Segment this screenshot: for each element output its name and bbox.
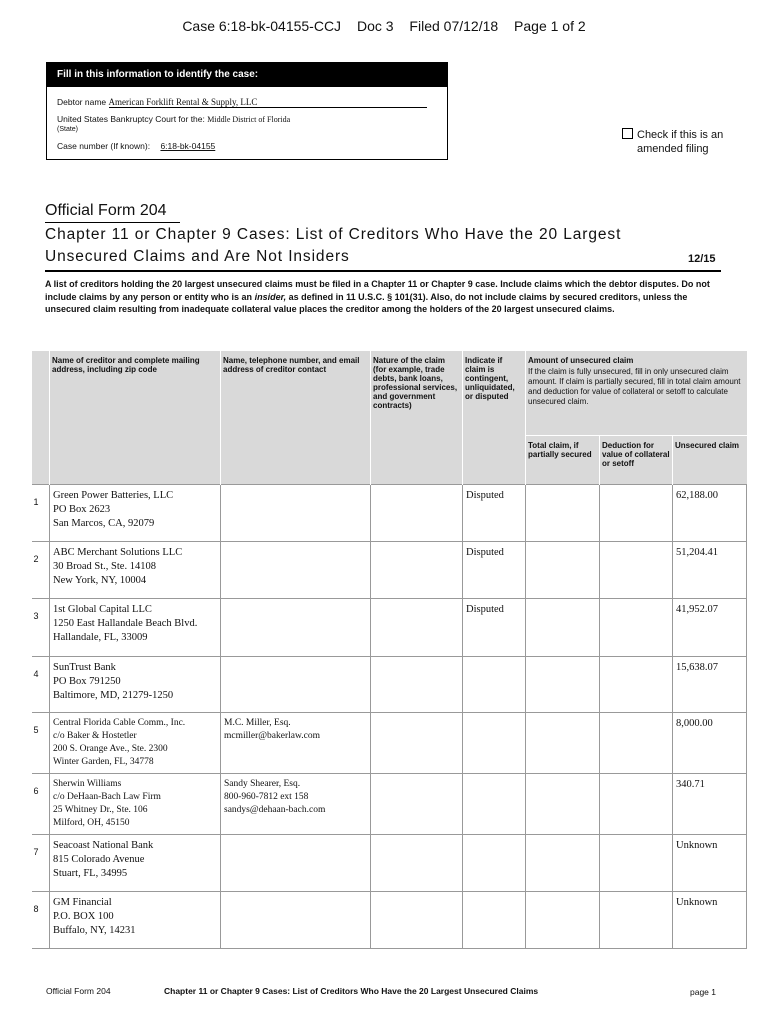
- unsecured-claim-cell: 15,638.07: [673, 657, 747, 713]
- deduction-cell: [600, 485, 673, 542]
- header-num-col: [32, 351, 50, 485]
- creditor-line: 815 Colorado Avenue: [53, 854, 145, 865]
- id-box-banner: Fill in this information to identify the case:: [47, 63, 447, 87]
- unsecured-claim-cell: 51,204.41: [673, 542, 747, 599]
- creditor-line: ABC Merchant Solutions LLC: [53, 547, 183, 558]
- row-number: 7: [32, 835, 50, 892]
- creditor-line: New York, NY, 10004: [53, 575, 147, 586]
- nature-cell: [371, 835, 463, 892]
- court-label: United States Bankruptcy Court for the:: [57, 114, 205, 124]
- indicate-cell: [463, 835, 526, 892]
- contact-line: mcmiller@bakerlaw.com: [224, 731, 320, 741]
- unsecured-claim-cell: Unknown: [673, 892, 747, 949]
- footer-page: page 1: [690, 987, 716, 997]
- row-number: 3: [32, 599, 50, 657]
- contact-cell: [221, 485, 371, 542]
- creditor-line: Buffalo, NY, 14231: [53, 925, 136, 936]
- total-claim-cell: [526, 485, 600, 542]
- creditor-line: P.O. BOX 100: [53, 911, 114, 922]
- header-contact: Name, telephone number, and email address of creditor contact: [221, 351, 371, 485]
- row-number: 1: [32, 485, 50, 542]
- deduction-cell: [600, 599, 673, 657]
- header-nature: Nature of the claim (for example, trade debts, bank loans, professional services, and government contracts): [371, 351, 463, 485]
- header-amount-title: Amount of unsecured claim: [528, 356, 634, 365]
- creditor-line: 1250 East Hallandale Beach Blvd.: [53, 618, 198, 629]
- nature-cell: [371, 657, 463, 713]
- header-unsecured: Unsecured claim: [673, 436, 747, 485]
- total-claim-cell: [526, 542, 600, 599]
- deduction-cell: [600, 835, 673, 892]
- creditor-line: 30 Broad St., Ste. 14108: [53, 561, 156, 572]
- creditor-line: Stuart, FL, 34995: [53, 868, 128, 879]
- deduction-cell: [600, 657, 673, 713]
- nature-cell: [371, 713, 463, 774]
- intro-italic: insider,: [254, 291, 287, 302]
- unsecured-claim-cell: 41,952.07: [673, 599, 747, 657]
- form-title-line1: Chapter 11 or Chapter 9 Cases: List of Creditors Who Have the 20 Largest: [45, 226, 622, 243]
- creditor-line: San Marcos, CA, 92079: [53, 518, 155, 529]
- contact-cell: [221, 599, 371, 657]
- creditor-line: 25 Whitney Dr., Ste. 106: [53, 805, 148, 815]
- contact-line: M.C. Miller, Esq.: [224, 718, 291, 728]
- unsecured-claim-cell: 62,188.00: [673, 485, 747, 542]
- creditor-line: Milford, OH, 45150: [53, 818, 130, 828]
- contact-cell: [221, 835, 371, 892]
- form-number: Official Form 204: [45, 202, 180, 223]
- total-claim-cell: [526, 774, 600, 835]
- row-number: 5: [32, 713, 50, 774]
- creditor-line: Hallandale, FL, 33009: [53, 632, 148, 643]
- header-amount: [526, 351, 747, 436]
- creditor-rows: [32, 485, 747, 949]
- indicate-cell: Disputed: [463, 599, 526, 657]
- creditor-line: Winter Garden, FL, 34778: [53, 757, 154, 767]
- table-row: [32, 892, 747, 949]
- header-indicate: Indicate if claim is contingent, unliquidated, or disputed: [463, 351, 526, 485]
- creditor-line: 200 S. Orange Ave., Ste. 2300: [53, 744, 168, 754]
- creditor-cell: [50, 485, 221, 542]
- intro-text-2: as defined in 11 U.S.C. § 101(31). Also, do not include claims by secured creditors, unless the unsecured claim resulting from inadequate collateral value places the creditor among the holders of the 20 largest unsecured claims.: [45, 291, 688, 314]
- creditors-table: [31, 351, 747, 949]
- total-claim-cell: [526, 713, 600, 774]
- debtor-name-row: [57, 97, 427, 108]
- unsecured-claim-cell: 8,000.00: [673, 713, 747, 774]
- creditor-line: GM Financial: [53, 897, 112, 908]
- nature-cell: [371, 892, 463, 949]
- indicate-cell: Disputed: [463, 542, 526, 599]
- total-claim-cell: [526, 657, 600, 713]
- instructions-paragraph: [45, 278, 721, 316]
- nature-cell: [371, 599, 463, 657]
- deduction-cell: [600, 542, 673, 599]
- indicate-cell: [463, 892, 526, 949]
- deduction-cell: [600, 774, 673, 835]
- debtor-name-value: American Forklift Rental & Supply, LLC: [108, 97, 258, 107]
- total-claim-cell: [526, 892, 600, 949]
- unsecured-claim-cell: 340.71: [673, 774, 747, 835]
- header-deduction: Deduction for value of collateral or setoff: [600, 436, 673, 485]
- filed-date: Filed 07/12/18: [409, 18, 499, 34]
- table-row: [32, 835, 747, 892]
- creditor-line: Central Florida Cable Comm., Inc.: [53, 718, 186, 728]
- creditor-line: Baltimore, MD, 21279-1250: [53, 690, 174, 701]
- case-identification-box: [46, 62, 448, 160]
- indicate-cell: [463, 713, 526, 774]
- court-row: [57, 114, 290, 124]
- creditor-cell: [50, 892, 221, 949]
- table-row: [32, 542, 747, 599]
- case-number-value: 6:18-bk-04155: [160, 141, 216, 151]
- case-number-row: [57, 141, 215, 151]
- intro-text-1: A list of creditors holding the 20 largest unsecured claims must be filed in a Chapter 11 or Chapter 9 case. Include claims which the debtor disputes. Do not include claims by any person or entity who is an: [45, 279, 710, 302]
- creditor-line: PO Box 791250: [53, 676, 121, 687]
- table-row: [32, 657, 747, 713]
- contact-cell: [221, 542, 371, 599]
- case-number-label: Case number (If known):: [57, 141, 151, 151]
- header-amount-note: If the claim is fully unsecured, fill in only unsecured claim amount. If claim is partially secured, fill in total claim amount and deduction for value of collateral or setoff to calculate unsecured claim.: [528, 367, 741, 406]
- creditor-line: c/o Baker & Hostetler: [53, 731, 137, 741]
- row-number: 2: [32, 542, 50, 599]
- creditor-line: 1st Global Capital LLC: [53, 604, 152, 615]
- indicate-cell: [463, 774, 526, 835]
- indicate-cell: Disputed: [463, 485, 526, 542]
- creditor-cell: [50, 599, 221, 657]
- table-row: [32, 485, 747, 542]
- creditor-cell: [50, 713, 221, 774]
- title-divider: [45, 270, 721, 272]
- deduction-cell: [600, 892, 673, 949]
- unsecured-claim-cell: Unknown: [673, 835, 747, 892]
- creditor-line: SunTrust Bank: [53, 662, 116, 673]
- creditor-line: PO Box 2623: [53, 504, 111, 515]
- indicate-cell: [463, 657, 526, 713]
- total-claim-cell: [526, 599, 600, 657]
- case-header: [0, 18, 768, 34]
- contact-line: 800-960-7812 ext 158: [224, 792, 309, 802]
- table-row: [32, 774, 747, 835]
- form-title-line2: Unsecured Claims and Are Not Insiders: [45, 248, 350, 265]
- form-revision: 12/15: [688, 253, 716, 265]
- amended-line2: amended filing: [637, 143, 709, 155]
- creditor-cell: [50, 657, 221, 713]
- creditor-line: Sherwin Williams: [53, 779, 122, 789]
- page-indicator: Page 1 of 2: [514, 18, 586, 34]
- table-row: [32, 599, 747, 657]
- row-number: 4: [32, 657, 50, 713]
- checkbox-icon[interactable]: [622, 128, 633, 139]
- state-label: (State): [57, 126, 79, 133]
- row-number: 8: [32, 892, 50, 949]
- contact-cell: [221, 774, 371, 835]
- total-claim-cell: [526, 835, 600, 892]
- contact-line: Sandy Shearer, Esq.: [224, 779, 301, 789]
- court-value: Middle District of Florida: [207, 115, 291, 124]
- contact-cell: [221, 657, 371, 713]
- footer-title: Chapter 11 or Chapter 9 Cases: List of Creditors Who Have the 20 Largest Unsecured Claims: [164, 986, 539, 996]
- doc-number: Doc 3: [356, 18, 394, 34]
- header-creditor: Name of creditor and complete mailing address, including zip code: [50, 351, 221, 485]
- nature-cell: [371, 774, 463, 835]
- row-number: 6: [32, 774, 50, 835]
- nature-cell: [371, 485, 463, 542]
- amended-filing-checkbox[interactable]: [622, 128, 723, 156]
- header-total: Total claim, if partially secured: [526, 436, 600, 485]
- nature-cell: [371, 542, 463, 599]
- contact-cell: [221, 713, 371, 774]
- contact-cell: [221, 892, 371, 949]
- debtor-label: Debtor name: [57, 97, 107, 107]
- creditor-line: c/o DeHaan-Bach Law Firm: [53, 792, 161, 802]
- amended-line1: Check if this is an: [637, 129, 724, 141]
- creditor-cell: [50, 542, 221, 599]
- footer-form-number: Official Form 204: [46, 986, 111, 996]
- creditor-line: Green Power Batteries, LLC: [53, 490, 174, 501]
- contact-line: sandys@dehaan-bach.com: [224, 805, 326, 815]
- creditor-cell: [50, 774, 221, 835]
- creditor-cell: [50, 835, 221, 892]
- creditor-line: Seacoast National Bank: [53, 840, 154, 851]
- case-number-header: Case 6:18-bk-04155-CCJ: [182, 18, 342, 34]
- deduction-cell: [600, 713, 673, 774]
- table-row: [32, 713, 747, 774]
